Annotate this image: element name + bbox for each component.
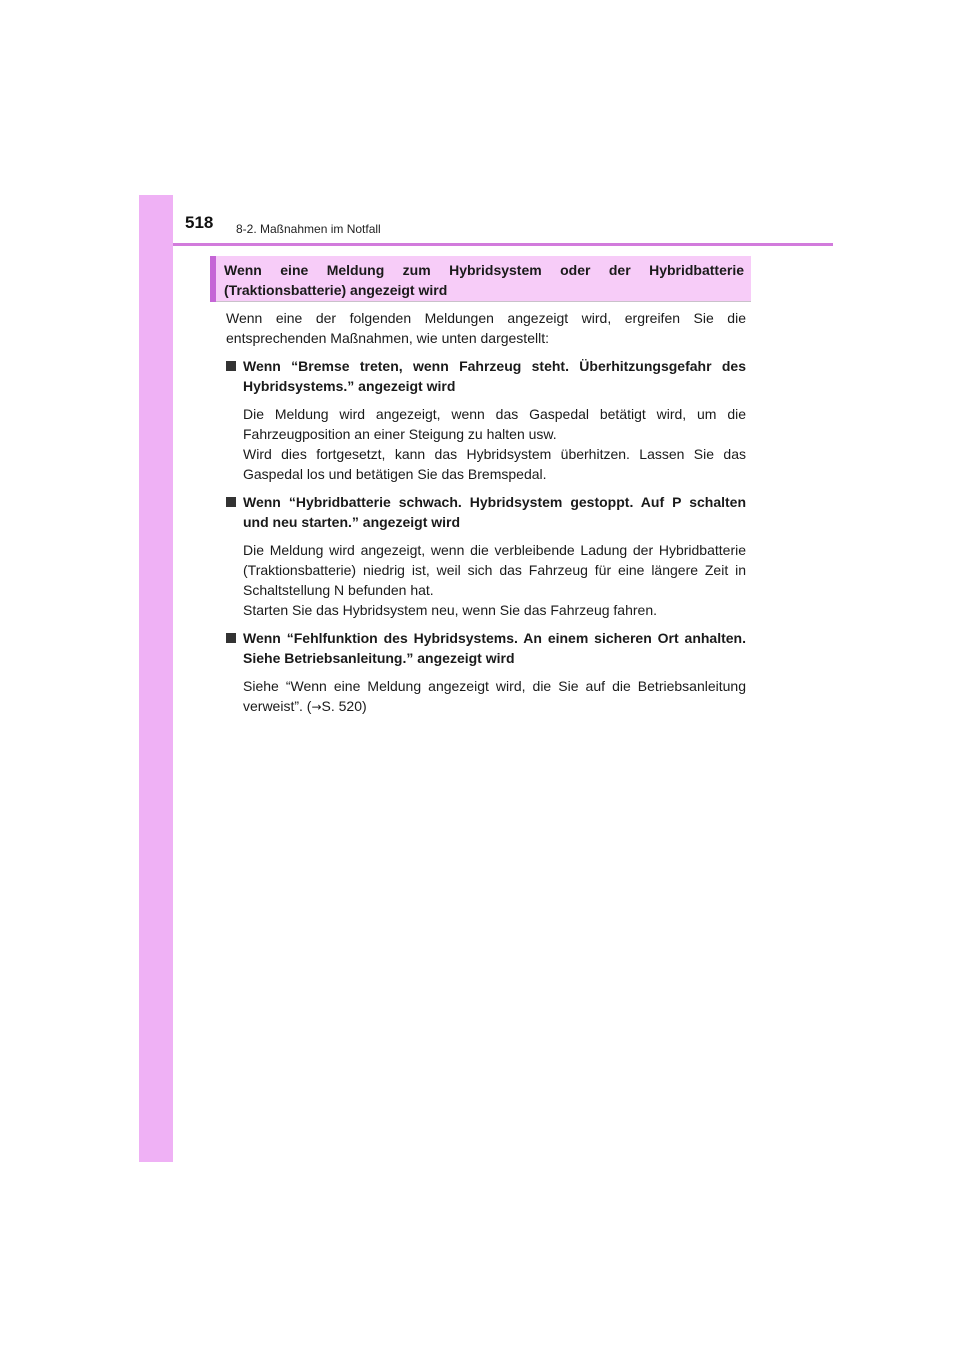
message-item bbox=[226, 492, 746, 620]
page-number: 518 bbox=[185, 213, 214, 232]
body-paragraph: Starten Sie das Hybridsystem neu, wenn Sie das Fahrzeug fahren. bbox=[243, 602, 657, 618]
message-item-body bbox=[226, 540, 746, 620]
message-item-title: Wenn “Hybridbatterie schwach. Hybridsystem gestoppt. Auf P schalten und neu starten.” angezeigt wird bbox=[243, 494, 746, 530]
reference-text: Siehe “Wenn eine Meldung angezeigt wird, die Sie auf die Betriebsanleitung verweist”. ( bbox=[243, 678, 746, 714]
reference-close: ) bbox=[362, 698, 367, 714]
header-divider bbox=[173, 243, 833, 246]
square-bullet-icon bbox=[226, 633, 236, 643]
intro-paragraph: Wenn eine der folgenden Meldungen angezeigt wird, ergreifen Sie die entsprechenden Maßnahmen, wie unten dargestellt: bbox=[226, 310, 746, 346]
body-paragraph: Wird dies fortgesetzt, kann das Hybridsystem überhitzen. Lassen Sie das Gaspedal los und betätigen Sie das Bremspedal. bbox=[243, 446, 746, 482]
message-item bbox=[226, 628, 746, 717]
message-item-body bbox=[226, 676, 746, 717]
message-item-title: Wenn “Fehlfunktion des Hybridsystems. An einem sicheren Ort anhalten. Siehe Betriebsanleitung.” angezeigt wird bbox=[243, 630, 746, 666]
section-heading-box bbox=[210, 256, 751, 302]
message-item bbox=[226, 356, 746, 484]
body-paragraph bbox=[243, 676, 746, 717]
body-paragraph: Die Meldung wird angezeigt, wenn die verbleibende Ladung der Hybridbatterie (Traktionsbatterie) niedrig ist, weil sich das Fahrzeug für eine längere Zeit in Schaltstellung N befunden hat. bbox=[243, 542, 746, 598]
heading-accent-bar bbox=[210, 256, 216, 302]
message-item-title: Wenn “Bremse treten, wenn Fahrzeug steht. Überhitzungsgefahr des Hybridsystems.” angezeigt wird bbox=[243, 358, 746, 394]
main-content bbox=[226, 308, 746, 717]
body-paragraph: Die Meldung wird angezeigt, wenn das Gaspedal betätigt wird, um die Fahrzeugposition an einer Steigung zu halten usw. bbox=[243, 406, 746, 442]
section-title: 8-2. Maßnahmen im Notfall bbox=[236, 222, 381, 236]
square-bullet-icon bbox=[226, 497, 236, 507]
message-item-body bbox=[226, 404, 746, 484]
square-bullet-icon bbox=[226, 361, 236, 371]
page-reference-link[interactable]: S. 520 bbox=[321, 698, 362, 714]
chapter-side-strip bbox=[139, 195, 173, 1162]
section-heading: Wenn eine Meldung zum Hybridsystem oder der Hybridbatterie (Traktionsbatterie) angezeigt wird bbox=[224, 262, 744, 298]
arrow-right-icon: → bbox=[311, 700, 322, 714]
